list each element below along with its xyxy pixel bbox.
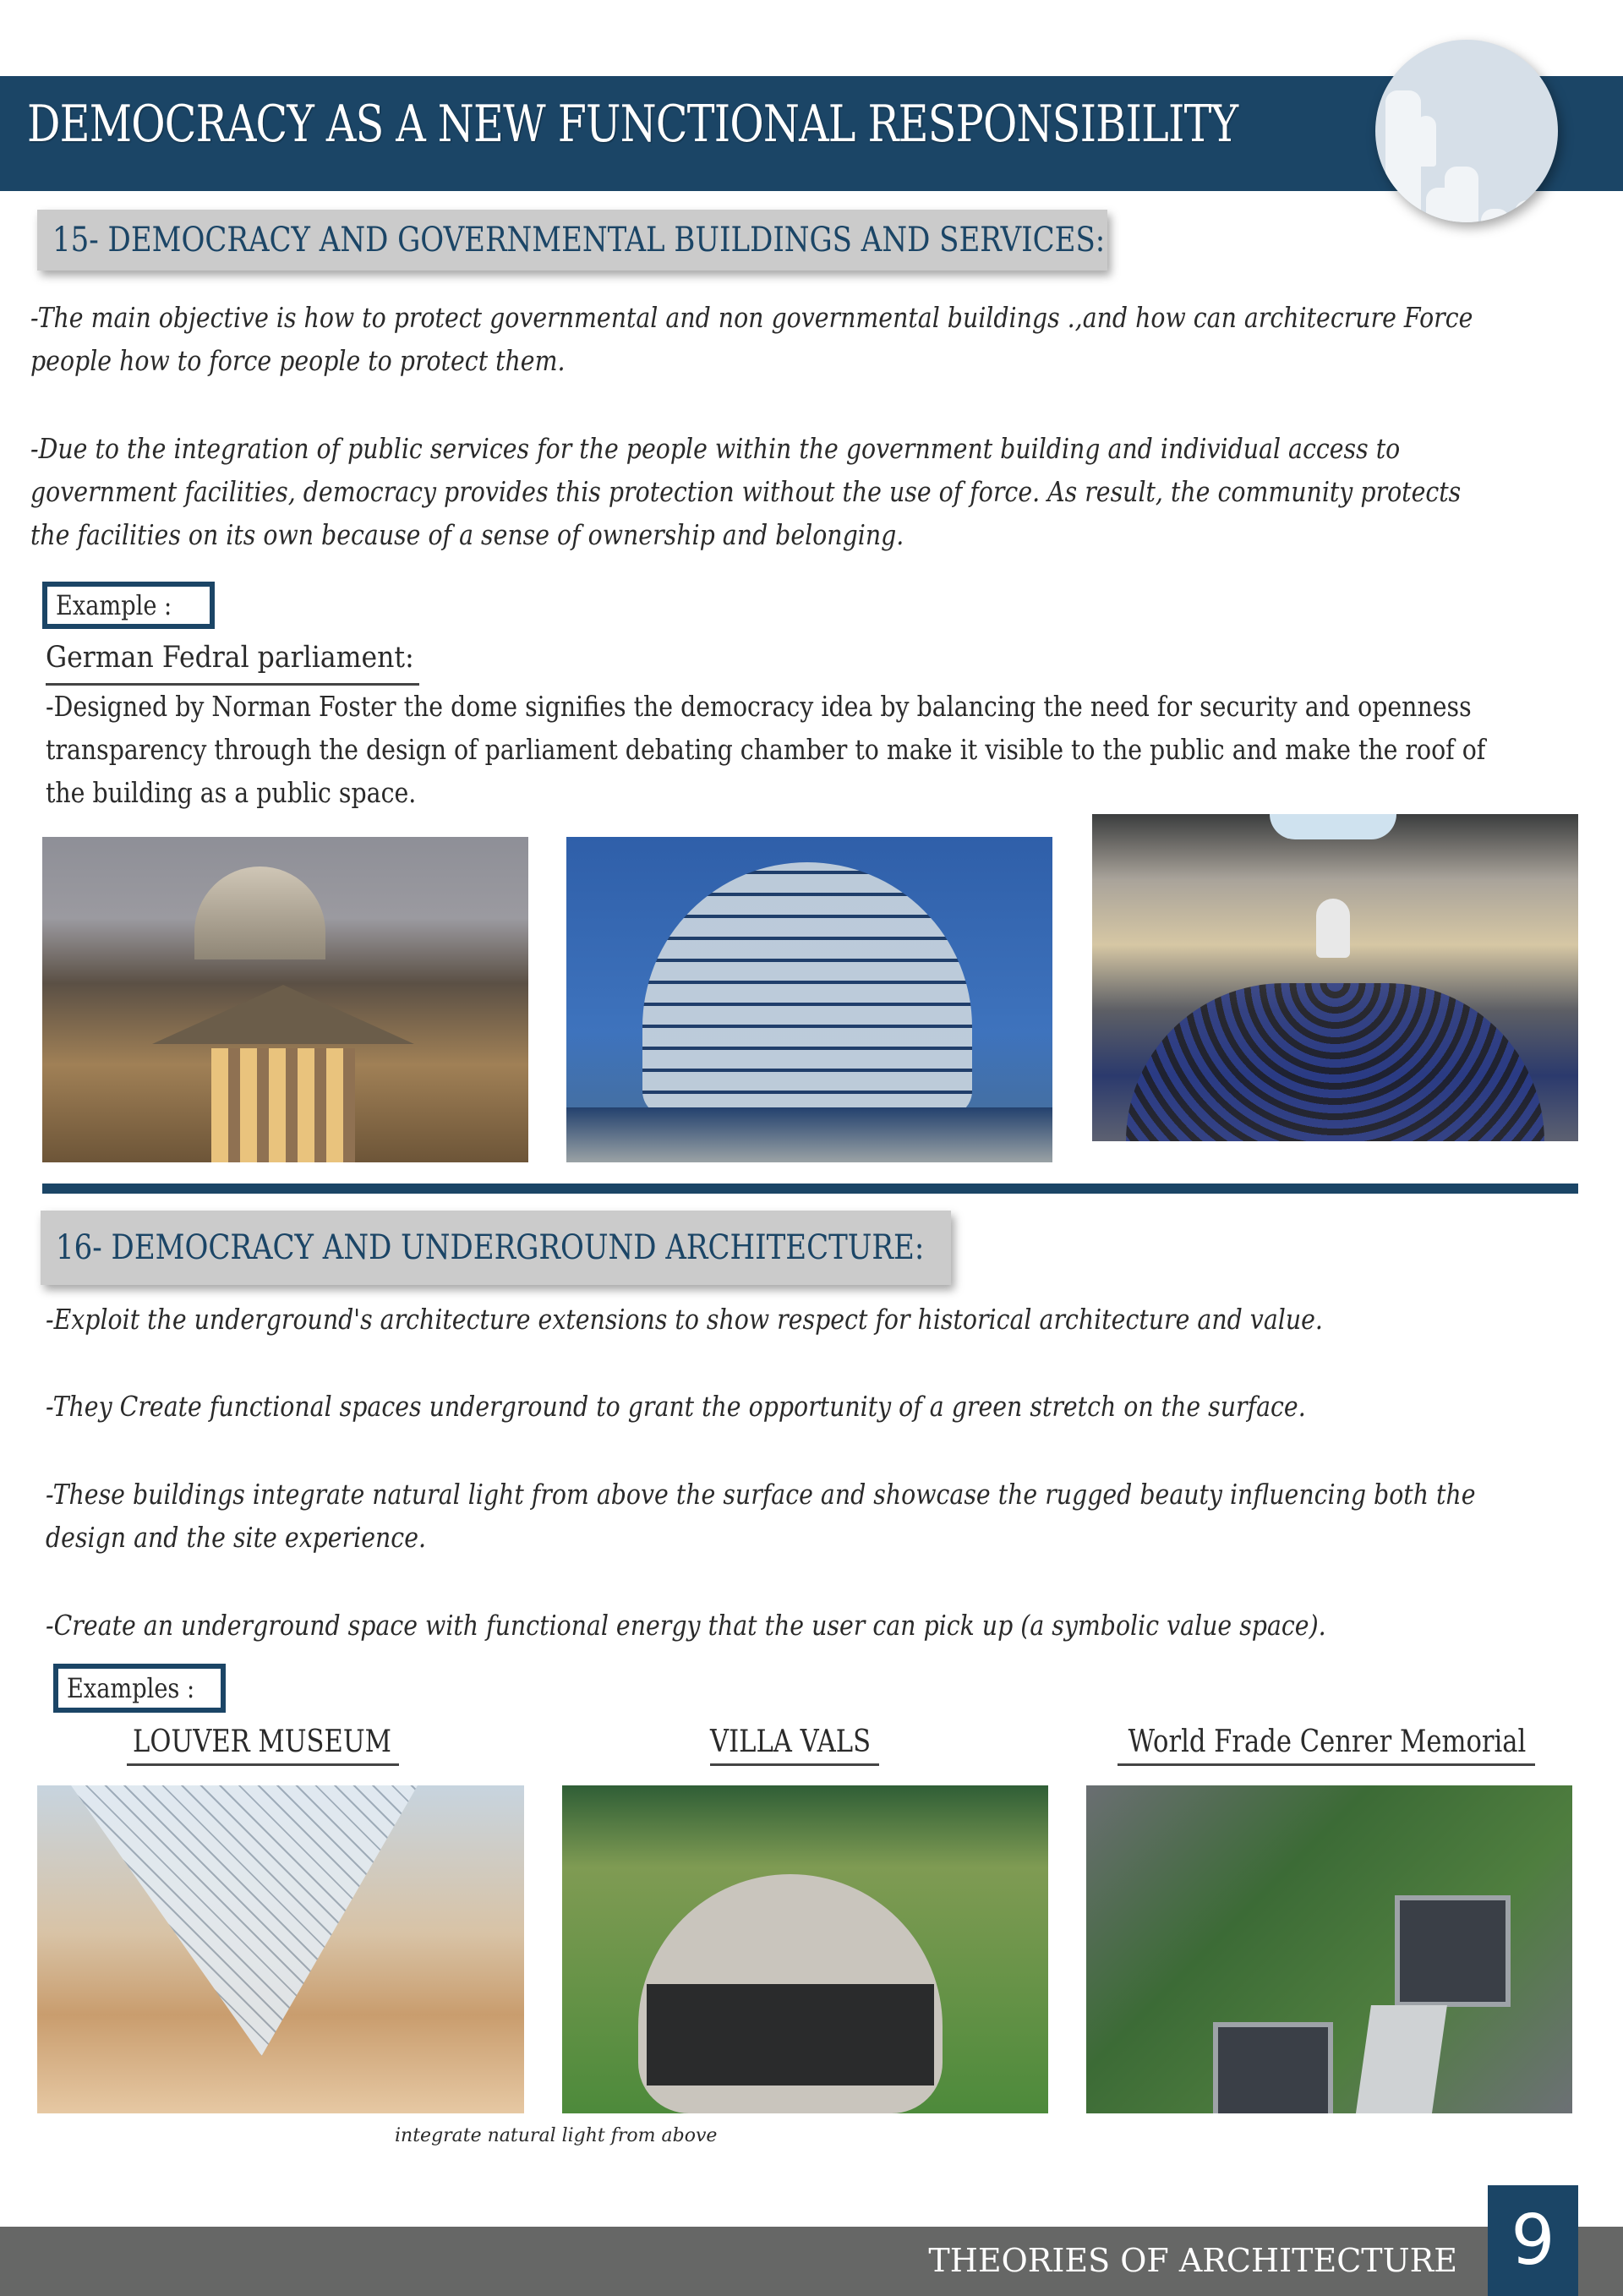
examples-label-box [53, 1664, 226, 1713]
example-title: German Fedral parliament: [46, 641, 414, 675]
section-divider [42, 1184, 1578, 1194]
footer-title: THEORIES OF ARCHITECTURE [928, 2242, 1457, 2279]
page-title: DEMOCRACY AS A NEW FUNCTIONAL RESPONSIBILITY [27, 95, 1238, 154]
text-line: people how to force people to protect them. [30, 344, 566, 377]
section-16-heading: 16- DEMOCRACY AND UNDERGROUND ARCHITECTURE: [56, 1228, 925, 1267]
text-line: -Designed by Norman Foster the dome signifies the democracy idea by balancing the need for security and openness [46, 690, 1472, 723]
bundestag-chamber-image [1092, 814, 1578, 1141]
bullet-4 [46, 1604, 1326, 1647]
caption-underline [710, 1763, 879, 1766]
image-note: integrate natural light from above [395, 2125, 718, 2146]
text-line: -Exploit the underground's architecture extensions to show respect for historical architecture and value. [46, 1303, 1323, 1336]
page-number: 9 [1511, 2200, 1555, 2281]
page-number-box [1488, 2185, 1578, 2296]
text-line: government facilities, democracy provides this protection without the use of force. As result, the community protects [30, 475, 1462, 508]
raised-hands-icon [1375, 40, 1558, 222]
caption-villa-vals: VILLA VALS [709, 1725, 872, 1759]
text-line: design and the site experience. [46, 1521, 427, 1554]
text-line: -They Create functional spaces underground to grant the opportunity of a green stretch on the surface. [46, 1390, 1306, 1423]
section-15-paragraph-2 [30, 427, 1461, 556]
caption-underline [1118, 1763, 1535, 1766]
example-label-box [42, 582, 215, 629]
section-15-heading-box [37, 210, 1107, 271]
louvre-image [37, 1785, 524, 2113]
section-15-heading: 15- DEMOCRACY AND GOVERNMENTAL BUILDINGS AND SERVICES: [52, 221, 1106, 260]
text-line: the facilities on its own because of a sense of ownership and belonging. [30, 518, 904, 551]
examples-label: Examples : [67, 1672, 195, 1704]
caption-wtc-memorial: World Frade Cenrer Memorial [1128, 1725, 1527, 1759]
section-15-paragraph-1 [30, 296, 1473, 382]
villa-vals-image [562, 1785, 1048, 2113]
section-16-heading-box [41, 1211, 951, 1285]
text-line: the building as a public space. [46, 776, 417, 809]
wtc-memorial-image [1086, 1785, 1572, 2113]
caption-louvre: LOUVER MUSEUM [133, 1725, 391, 1759]
text-line: -These buildings integrate natural light from above the surface and showcase the rugged beauty influencing both the [46, 1478, 1476, 1511]
text-line: -Create an underground space with functional energy that the user can pick up (a symbolic value space). [46, 1609, 1326, 1642]
text-line: -The main objective is how to protect governmental and non governmental buildings .,and how can architecrure Force [30, 301, 1473, 334]
example-description [46, 685, 1485, 814]
example-label: Example : [56, 589, 172, 621]
reichstag-dome-image [566, 837, 1052, 1162]
bullet-3 [46, 1473, 1475, 1559]
reichstag-facade-image [42, 837, 528, 1162]
text-line: transparency through the design of parliament debating chamber to make it visible to the public and make the roof of [46, 733, 1486, 766]
bullet-2 [46, 1385, 1306, 1428]
bullet-1 [46, 1298, 1323, 1341]
caption-underline [127, 1763, 399, 1766]
text-line: -Due to the integration of public services for the people within the government building and individual access to [30, 432, 1401, 465]
